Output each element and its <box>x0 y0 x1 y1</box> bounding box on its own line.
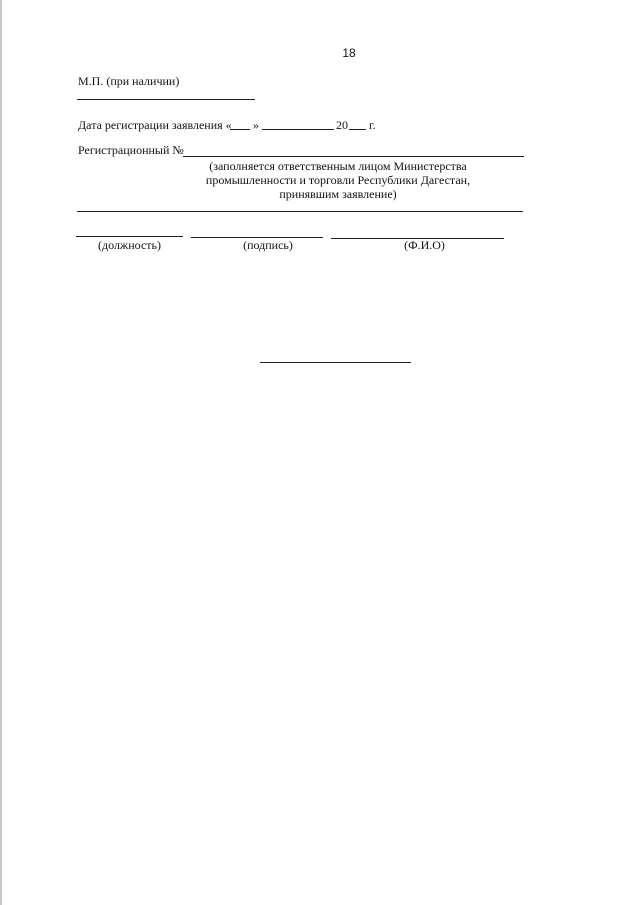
signature-caption: (подпись) <box>243 238 293 252</box>
stamp-line <box>77 99 255 100</box>
registration-year-field[interactable] <box>349 129 366 130</box>
position-caption: (должность) <box>98 238 161 252</box>
registration-number-label: Регистрационный № <box>78 143 184 157</box>
registration-year-suffix: г. <box>369 118 376 132</box>
registration-day-field[interactable] <box>230 129 250 130</box>
page-number: 18 <box>342 46 356 60</box>
registration-month-field[interactable] <box>262 129 334 130</box>
stamp-label: М.П. (при наличии) <box>78 74 180 88</box>
registration-date-quote-close: » <box>253 118 259 132</box>
filled-by-note-line-1: (заполняется ответственным лицом Министерства <box>209 159 467 173</box>
end-of-document-line <box>260 362 411 363</box>
registration-date-prefix: Дата регистрации заявления « <box>78 118 232 132</box>
page-edge <box>0 0 2 905</box>
registration-year-prefix: 20 <box>336 118 348 132</box>
responsible-person-line[interactable] <box>77 211 523 212</box>
registration-number-field[interactable] <box>183 156 524 157</box>
filled-by-note-line-3: принявшим заявление) <box>279 187 397 201</box>
filled-by-note-line-2: промышленности и торговли Республики Дагестан, <box>205 173 471 187</box>
filled-by-note <box>196 159 480 201</box>
full-name-caption: (Ф.И.О) <box>404 238 445 252</box>
position-field[interactable] <box>76 236 183 237</box>
